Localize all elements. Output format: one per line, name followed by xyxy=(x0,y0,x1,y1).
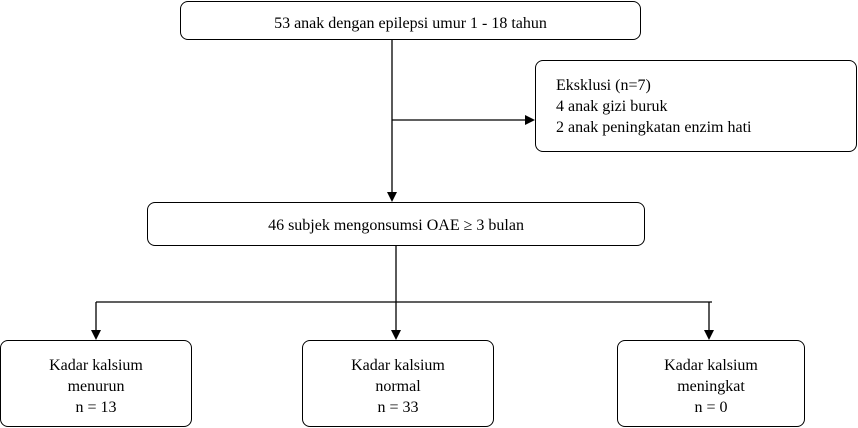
outcome-box-low xyxy=(0,340,192,427)
outcome-status: normal xyxy=(375,378,421,395)
outcome-box-high xyxy=(617,340,805,427)
outcome-count: n = 13 xyxy=(75,399,117,416)
outcome-status: meningkat xyxy=(677,378,745,395)
outcome-label: Kadar kalsium xyxy=(49,357,143,374)
exclusion-title: Eksklusi (n=7) xyxy=(556,77,651,94)
outcome-count: n = 0 xyxy=(694,399,728,416)
population-box xyxy=(180,1,641,40)
exclusion-box xyxy=(535,60,857,152)
outcome-count: n = 33 xyxy=(377,399,419,416)
outcome-status: menurun xyxy=(67,378,125,395)
subjects-box xyxy=(147,202,645,246)
outcome-label: Kadar kalsium xyxy=(664,357,758,374)
outcome-box-normal xyxy=(302,340,494,427)
exclusion-item: 4 anak gizi buruk xyxy=(556,98,668,115)
outcome-label: Kadar kalsium xyxy=(351,357,445,374)
population-text: 53 anak dengan epilepsi umur 1 - 18 tahun xyxy=(274,15,547,32)
exclusion-item: 2 anak peningkatan enzim hati xyxy=(556,119,752,136)
subjects-text: 46 subjek mengonsumsi OAE ≥ 3 bulan xyxy=(268,217,524,234)
